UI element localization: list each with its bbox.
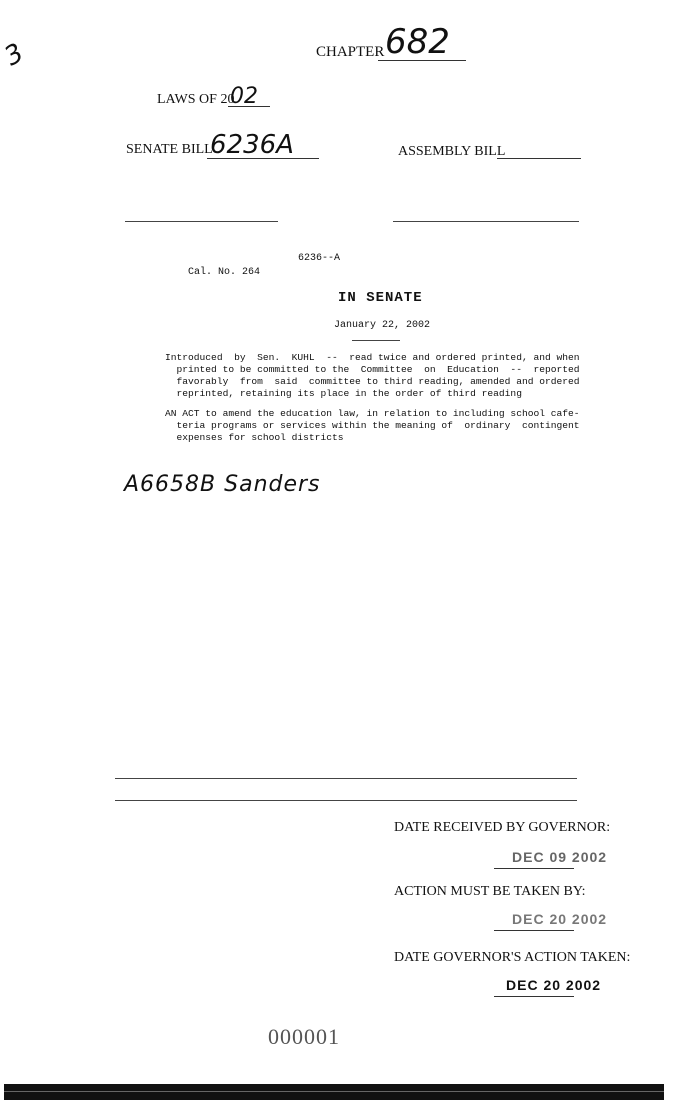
calendar-number: Cal. No. 264 (188, 267, 261, 278)
introduction-text: Introduced by Sen. KUHL -- read twice and ordered printed, and when printed to be committed to the Committee on Education -- reported favorably from said committee to third reading, amended and ordered reprinted, retaining its place in the order of third reading (165, 352, 580, 399)
chamber-heading: IN SENATE (338, 290, 423, 306)
laws-year: 02 (230, 84, 258, 109)
assembly-bill-underline (497, 146, 581, 159)
introduced-date: January 22, 2002 (334, 320, 431, 331)
signature-line-right (393, 221, 579, 222)
action-taken-label: DATE GOVERNOR'S ACTION TAKEN: (394, 950, 631, 965)
handwritten-note: A6658B Sanders (124, 472, 321, 497)
corner-mark: 3 (0, 37, 29, 73)
received-stamp: DEC 09 2002 (512, 849, 608, 865)
chapter-label: CHAPTER (316, 44, 385, 60)
action-by-label: ACTION MUST BE TAKEN BY: (394, 884, 586, 899)
action-by-stamp: DEC 20 2002 (512, 911, 608, 927)
received-label: DATE RECEIVED BY GOVERNOR: (394, 820, 611, 835)
assembly-bill-label: ASSEMBLY BILL (398, 144, 506, 159)
page-identifier: 000001 (268, 1024, 340, 1049)
date-rule (352, 340, 400, 341)
action-taken-stamp: DEC 20 2002 (506, 977, 602, 993)
separator-line-2 (115, 800, 577, 801)
senate-bill-label: SENATE BILL (126, 142, 213, 157)
senate-bill-number: 6236A (210, 130, 294, 160)
act-text: AN ACT to amend the education law, in relation to including school cafe- teria programs or services within the meaning of ordinary contingent expenses for school districts (165, 408, 580, 443)
scan-edge-bar (4, 1084, 664, 1100)
signature-line-left (125, 221, 278, 222)
bill-number: 6236--A (298, 253, 341, 264)
chapter-number: 682 (385, 22, 450, 62)
laws-label: LAWS OF 20 (157, 92, 235, 107)
separator-line-1 (115, 778, 577, 779)
